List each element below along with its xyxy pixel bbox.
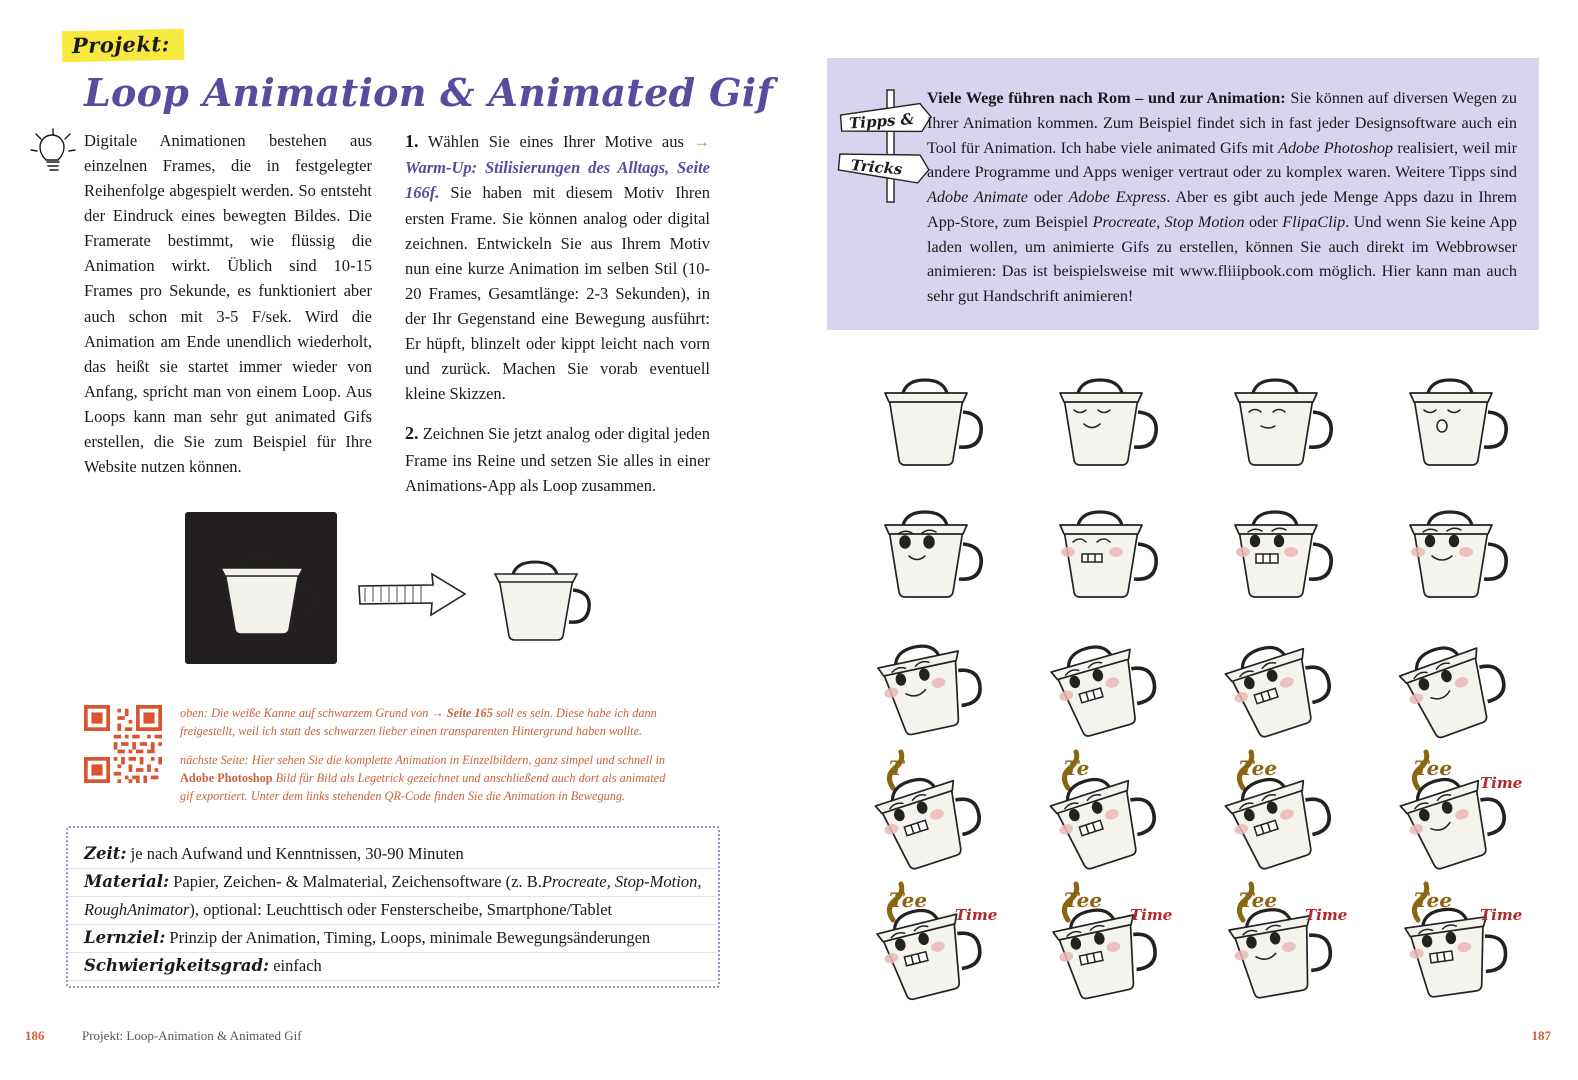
animation-frame-grid — [859, 352, 1559, 1012]
caption1-arrow-icon: → — [431, 706, 444, 720]
kettle-drawing — [1034, 880, 1209, 1012]
tips-app-3: Adobe Express — [1068, 188, 1167, 207]
step-2-text: Zeichnen Sie jetzt analog oder digital jeden Frame ins Reine und setzen Sie alles in einer Animations-App als Loop zusammen. — [405, 424, 711, 495]
kettle-on-black — [203, 534, 321, 644]
page-title: Loop Animation & Animated Gif — [84, 70, 774, 115]
tips-badge-line1: Tipps & — [848, 109, 915, 133]
animation-frame — [1384, 616, 1559, 748]
body-column-2 — [405, 128, 710, 512]
animation-frame — [1034, 484, 1209, 616]
tips-app-4: Procreate, Stop Motion — [1092, 212, 1245, 231]
kettle-drawing — [1034, 748, 1209, 880]
animation-frame — [1384, 748, 1559, 880]
tips-text — [927, 86, 1517, 309]
animation-frame — [1034, 352, 1209, 484]
animation-frame — [1209, 352, 1384, 484]
animation-frame — [859, 880, 1034, 1012]
info-row-zeit — [84, 840, 704, 868]
tips-app-5: FlipaClip — [1282, 212, 1346, 231]
animation-frame — [1209, 484, 1384, 616]
illustration-kettle-before-after — [185, 512, 605, 682]
animation-frame — [1209, 616, 1384, 748]
kettle-drawing — [859, 880, 1034, 1012]
step-2-paragraph — [405, 420, 710, 498]
caption1-page-ref: Seite 165 — [446, 706, 493, 720]
info-row-lernziel — [84, 924, 704, 952]
animation-frame — [1384, 880, 1559, 1012]
project-label-highlight — [62, 29, 184, 63]
caption1-text-a: oben: Die weiße Kanne auf schwarzem Grund von — [180, 706, 429, 720]
tips-body-3: oder — [1027, 188, 1069, 207]
info-key-lernziel: Lernziel: — [84, 928, 166, 947]
animation-frame — [1034, 880, 1209, 1012]
info-key-material: Material: — [84, 872, 170, 891]
script-word: Tee — [1239, 756, 1278, 780]
script-word: Tee — [1414, 756, 1453, 780]
info-val-material-b: ), optional: Leuchttisch oder Fensterscheibe, Smartphone/Tablet — [189, 900, 613, 919]
project-info-box — [66, 826, 720, 988]
kettle-drawing — [1209, 352, 1384, 484]
kettle-drawing — [859, 748, 1034, 880]
time-word: Time — [955, 906, 998, 924]
info-row-material — [84, 868, 704, 924]
tips-body-4: . Aber es gibt auch jede Menge Apps dazu in Ihrem App-Store, zum Beispiel — [927, 188, 1517, 231]
tips-body-1: Sie können auf diversen Wegen zu Ihrer Animation kommen. Zum Beispiel findet sich in fast jeder Designsoftware auch ein Tool für Animation. Ich habe viele animated Gifs mit — [927, 89, 1517, 157]
info-val-material-apps: Procreate, Stop-Motion, RoughAnimator — [84, 872, 702, 919]
script-word: Tee — [1414, 888, 1453, 912]
folio-running-head: Projekt: Loop-Animation & Animated Gif — [82, 1028, 302, 1043]
step-1-number: 1. — [405, 131, 419, 151]
script-word: Tee — [1239, 888, 1278, 912]
folio-number-left: 186 — [25, 1028, 45, 1043]
project-label: Projekt: — [71, 31, 171, 59]
right-page — [789, 0, 1578, 1080]
tips-app-1: Adobe Photoshop — [1278, 138, 1394, 157]
kettle-drawing — [1384, 748, 1559, 880]
tips-body-2: realisiert, weil mir andere Programme und Apps weniger vertraut oder zu komplex waren. Weitere Tipps sind — [927, 138, 1517, 182]
tips-badge-line2: Tricks — [850, 156, 904, 179]
kettle-drawing — [859, 484, 1034, 616]
tips-app-2: Adobe Animate — [927, 188, 1028, 207]
tips-body-6: . Und wenn Sie keine App laden wollen, um animierte Gifs zu erstellen, können Sie auch direkt im Webbrowser animieren: Das ist beispielsweise mit www.fliiipbook.com möglich. Hier kann man auch sehr gut Handschrift animieren! — [927, 212, 1518, 306]
script-word: T — [889, 756, 904, 780]
animation-frame — [1209, 748, 1384, 880]
kettle-drawing — [1034, 484, 1209, 616]
script-word: Tee — [1064, 888, 1103, 912]
info-val-material-a: Papier, Zeichen- & Malmaterial, Zeichensoftware (z. B. — [173, 872, 542, 891]
caption1-text-b: soll es sein. Diese habe ich dann freigestellt, weil ich statt des schwarzen lieber einen transparenten Hintergrund haben wollte. — [180, 706, 657, 738]
step-1-text-b: Sie haben mit diesem Motiv Ihren ersten Frame. Sie können analog oder digital zeichnen. Entwickeln Sie aus Ihrem Motiv nun eine kurze Animation im selben Stil (10-20 Frames, Gesamtlänge: 2-3 Sekunden), in der Ihr Gegenstand eine Bewegung ausführt: Er hüpft, blinzelt oder kippt leicht nach vorn und zurück. Machen Sie vorab eventuell kleine Skizzen. — [405, 183, 711, 404]
animation-frame — [859, 484, 1034, 616]
step-2-number: 2. — [405, 423, 419, 444]
tips-body-5: oder — [1244, 212, 1283, 231]
info-val-schwierigkeitsgrad: einfach — [273, 956, 322, 975]
arrow-illustration — [357, 572, 467, 618]
step-1-reference: Warm-Up: Stilisierungen des Alltags, Seite 166f. — [405, 158, 710, 203]
animation-frame — [1209, 880, 1384, 1012]
caption-next-page — [180, 752, 680, 805]
animation-frame — [1384, 352, 1559, 484]
time-word: Time — [1480, 906, 1523, 924]
kettle-drawing — [1034, 616, 1209, 748]
kettle-drawing — [1209, 880, 1384, 1012]
kettle-drawing — [1209, 748, 1384, 880]
caption2-app-name: Adobe Photoshop — [180, 770, 273, 785]
kettle-drawing — [1209, 616, 1384, 748]
lightbulb-icon — [30, 128, 76, 182]
animation-frame — [1034, 616, 1209, 748]
kettle-drawing — [1384, 484, 1559, 616]
kettle-drawing — [1384, 352, 1559, 484]
info-row-schwierigkeit — [84, 952, 704, 980]
script-word: Tee — [889, 888, 928, 912]
animation-frame — [859, 616, 1034, 748]
qr-code[interactable] — [84, 705, 162, 783]
time-word: Time — [1130, 906, 1173, 924]
signpost-icon — [835, 84, 935, 204]
info-val-zeit: je nach Aufwand und Kenntnissen, 30-90 Minuten — [130, 844, 464, 863]
kettle-drawing — [1034, 352, 1209, 484]
kettle-drawing — [1384, 616, 1559, 748]
caption-above — [180, 705, 680, 741]
animation-frame — [859, 352, 1034, 484]
kettle-drawing — [1384, 880, 1559, 1012]
project-label-wrap — [62, 30, 184, 61]
arrow-icon: → — [693, 132, 711, 151]
caption2-text-b: Bild für Bild als Legetrick gezeichnet und anschließend auch dort als animated gif exportiert. Unter dem links stehenden QR-Code finden Sie die Animation in Bewegung. — [180, 770, 666, 803]
script-word: Te — [1064, 756, 1090, 780]
info-val-lernziel: Prinzip der Animation, Timing, Loops, minimale Bewegungsänderungen — [169, 928, 651, 947]
intro-paragraph: Digitale Animationen bestehen aus einzelnen Frames, die in festgelegter Reihenfolge abgespielt werden. So entsteht der Eindruck eines bewegten Bildes. Die Framerate bestimmt, wie flüssig die Animation wirkt. Üblich sind 10-15 Frames pro Sekunde, es funktioniert aber auch schon mit 3-5 F/sek. Wird die Animation am Ende unendlich wiederholt, das heißt sie startet immer wieder von Anfang, spricht man von einem Loop. Aus Loops kann man sehr gut animated Gifs erstellen, die Sie zum Beispiel für Ihre Website nutzen können. — [84, 131, 372, 477]
tips-and-tricks-box — [827, 58, 1539, 330]
body-column-1 — [84, 128, 372, 493]
kettle-drawing — [1209, 484, 1384, 616]
animation-frame — [1034, 748, 1209, 880]
animation-frame — [1384, 484, 1559, 616]
tips-heading: Viele Wege führen nach Rom – und zur Animation: — [927, 89, 1286, 107]
step-1-text-a: Wählen Sie eines Ihrer Motive aus — [427, 132, 684, 151]
info-key-schwierigkeitsgrad: Schwierigkeitsgrad: — [84, 956, 270, 975]
kettle-drawing — [859, 352, 1034, 484]
kettle-transparent — [475, 540, 595, 650]
time-word: Time — [1305, 906, 1348, 924]
time-word: Time — [1480, 774, 1523, 792]
info-key-zeit: Zeit: — [84, 844, 127, 863]
folio-number-right: 187 — [1531, 1028, 1551, 1043]
kettle-drawing — [859, 616, 1034, 748]
step-1-paragraph — [405, 128, 710, 406]
animation-frame — [859, 748, 1034, 880]
info-box-text — [84, 840, 704, 980]
caption2-text-a: nächste Seite: Hier sehen Sie die komplette Animation in Einzelbildern, ganz simpel und schnell in — [180, 753, 666, 767]
